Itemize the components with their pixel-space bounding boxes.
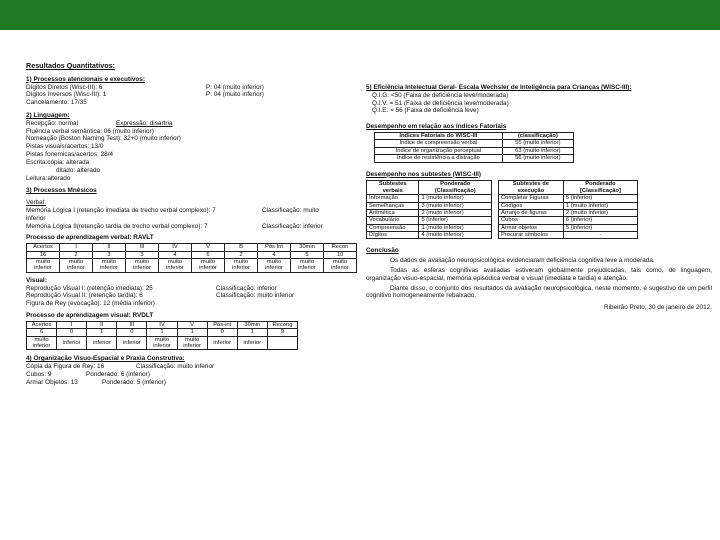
rvdlt-class-row <box>27 336 298 350</box>
table-cell: 2 (muito inferior) <box>563 209 637 216</box>
table-cell: Acertos <box>27 244 60 251</box>
table-cell: 1 <box>87 329 117 336</box>
rvdlt-values-row <box>27 329 298 336</box>
table-cell: Acertos <box>27 321 57 328</box>
right-column <box>366 62 712 312</box>
table-cell: 2 <box>225 251 258 258</box>
table-cell: muito inferior <box>291 258 324 272</box>
table-row <box>367 232 492 239</box>
language-line: Pistas visuais/acertos: 13/0 <box>26 143 104 151</box>
table-row <box>499 232 638 239</box>
table-cell: muito inferior <box>60 258 93 272</box>
table-cell: II <box>87 321 117 328</box>
table-cell: muito inferior <box>258 258 291 272</box>
table-cell: 3 (muito inferior) <box>419 202 492 209</box>
table-row <box>375 140 574 147</box>
table-cell: Dígitos <box>367 232 419 239</box>
table-cell: 0 <box>57 329 87 336</box>
table-cell: IV <box>147 321 177 328</box>
table-cell: 1 <box>177 329 207 336</box>
table-cell: Aritmética <box>367 209 419 216</box>
logical-memory-1-row <box>26 207 366 215</box>
qi-line: Q.I.E. = 56 (Faixa de deficiência leve) <box>372 107 479 115</box>
table-cell: B <box>225 244 258 251</box>
digits-direct-row <box>26 84 366 92</box>
heading-visuospatial: 4) Organização Visuo-Espacial e Praxia Construtiva: <box>26 355 185 363</box>
table-cell: inferior <box>57 336 87 350</box>
table-row <box>367 209 492 216</box>
table-row <box>367 202 492 209</box>
visual-repro-2: Reprodução Visual II: (retenção tardia): 6 <box>26 292 143 300</box>
rey-figure-line: Figura de Rey (evocação): 12 (média inferior) <box>26 300 155 308</box>
table-cell: 5 (inferior) <box>419 217 492 224</box>
table-cell: muito inferior <box>324 258 357 272</box>
table-row <box>375 155 574 162</box>
digits-direct-score: P: 04 (muito inferior) <box>206 83 264 91</box>
table-cell: inferior <box>87 336 117 350</box>
objects: Armar Objetos: 13 <box>26 378 78 386</box>
objects-row <box>26 379 366 387</box>
qi-line: Q.I.G. <50 (Faixa de deficiência leve/moderada) <box>372 91 509 99</box>
verbal-label: Verbal: <box>26 199 46 207</box>
top-color-bar <box>0 0 720 30</box>
table-cell: 5 (inferior) <box>563 195 637 202</box>
table-cell: Recong <box>267 321 297 328</box>
logical-memory-1-class-cont: inferior <box>26 214 46 222</box>
table-header: Índices Fatoriais do WISC-III <box>375 133 503 140</box>
table-cell <box>267 336 297 350</box>
table-cell: 63 (muito inferior) <box>502 147 573 154</box>
table-cell: III <box>126 244 159 251</box>
table-cell: Índice de compreensão verbal <box>375 140 503 147</box>
cubes-row <box>26 371 366 379</box>
table-cell: Armar objetos <box>499 224 564 231</box>
verbal-subtests-table <box>366 180 492 239</box>
table-cell: 2 <box>60 251 93 258</box>
table-cell: 4 (muito inferior) <box>419 232 492 239</box>
table-cell: 1 (muito inferior) <box>563 202 637 209</box>
table-cell: inferior <box>207 336 237 350</box>
table-cell: 5 <box>291 251 324 258</box>
table-cell: I <box>60 244 93 251</box>
table-cell: Informação <box>367 195 419 202</box>
table-cell: 0 <box>207 329 237 336</box>
reading-line: Leitura:alterado <box>26 174 71 182</box>
table-cell: Pós-int <box>207 321 237 328</box>
signature-date: Ribeirão Preto, 30 de janeiro de 2012. <box>603 304 712 312</box>
logical-memory-1-class: Classificação: muito <box>262 206 319 214</box>
cubes-weighted: Ponderado: 6 (inferior) <box>86 370 150 378</box>
table-cell: muito inferior <box>27 336 57 350</box>
table-cell: 16 <box>27 251 60 258</box>
table-cell: muito inferior <box>93 258 126 272</box>
logical-memory-2-row <box>26 223 366 231</box>
table-row <box>499 217 638 224</box>
dictation-line: ditado: alterado <box>56 166 101 174</box>
rey-copy-row <box>26 363 366 371</box>
heading-attention: 1) Processos atencionais e executivos: <box>26 75 145 83</box>
logical-memory-2: Memória Lógica II(retenção tardia de trecho verbal complexo): 7 <box>26 222 208 230</box>
table-header: (classificação) <box>502 133 573 140</box>
execution-subtests-table <box>498 180 638 239</box>
table-cell: II <box>93 244 126 251</box>
visual-repro-2-row <box>26 292 366 300</box>
table-cell: inferior <box>117 336 147 350</box>
table-cell: muito inferior <box>159 258 192 272</box>
language-line: Escrita:cópia: alterada <box>26 158 90 166</box>
table-cell: Cubos <box>499 217 564 224</box>
table-cell: 10 <box>324 251 357 258</box>
table-cell: 1 <box>147 329 177 336</box>
table-cell: 3 <box>93 251 126 258</box>
table-cell: - <box>563 232 637 239</box>
rey-copy-class: Classificação: muito inferior <box>136 363 215 371</box>
table-cell: 56 (muito inferior) <box>502 155 573 162</box>
reception: Recepção: normal <box>26 119 78 127</box>
table-cell: 30min <box>237 321 267 328</box>
table-cell: I <box>57 321 87 328</box>
ravlt-header-row <box>27 244 357 251</box>
table-header: Ponderado (Classificação) <box>419 181 492 195</box>
table-cell: 1 <box>237 329 267 336</box>
table-cell: V <box>192 244 225 251</box>
table-row <box>375 147 574 154</box>
table-cell: Recon <box>324 244 357 251</box>
table-cell: 55 (muito inferior) <box>502 140 573 147</box>
ravlt-class-row <box>27 258 357 272</box>
table-cell: IV <box>159 244 192 251</box>
visual-repro-1-row <box>26 285 366 293</box>
subtests-tables <box>366 180 712 239</box>
factor-title: Desempenho em relação aos índices Fatoriais <box>366 123 507 131</box>
table-cell: Índice de resistência a distração <box>375 155 503 162</box>
conclusion-paragraph: Todas as esferas cognitivas avaliadas estiveram globalmente prejudicadas, tais como, de linguagem, organização visuo-espacial, memória episódica verbal e visual (imediata e tardia) e atenção. <box>366 267 712 282</box>
table-cell: 5 (inferior) <box>563 224 637 231</box>
reception-row <box>26 120 366 128</box>
rey-copy: Cópia da Figura de Rey: 16 <box>26 363 105 371</box>
language-line: Pistas fonemicas/acertos: 28/4 <box>26 151 114 159</box>
logical-memory-2-class: Classificação: inferior <box>262 222 323 230</box>
visual-repro-1-class: Classificação: inferior <box>216 284 277 292</box>
digits-inverse-score: P: 04 (muito inferior) <box>206 91 264 99</box>
table-cell: muito inferior <box>192 258 225 272</box>
heading-language: 2) Linguagem: <box>26 112 70 120</box>
table-cell: muito inferior <box>225 258 258 272</box>
table-row <box>499 195 638 202</box>
table-cell: Códigos <box>499 202 564 209</box>
section-title-quantitative: Resultados Quantitativos: <box>26 61 116 70</box>
table-cell: Vocabulário <box>367 217 419 224</box>
rvdlt-table <box>26 321 298 351</box>
visual-repro-2-class: Classificação: muito inferior <box>216 292 295 300</box>
language-line: Nomeação (Boston Naming Test): 32+0 (muito inferior) <box>26 135 181 143</box>
table-cell: 3 <box>126 251 159 258</box>
table-cell: 4 <box>159 251 192 258</box>
cancel-line: Cancelamento: 17/35 <box>26 99 87 107</box>
qi-line: Q.I.V. = 51 (Faixa de deficiência leve/moderada) <box>372 99 509 107</box>
table-cell: 30min <box>291 244 324 251</box>
ravlt-table <box>26 243 357 273</box>
heading-memory: 3) Processos Mnêsicos <box>26 187 97 195</box>
table-header: Ponderado [Classificação] <box>563 181 637 195</box>
table-header-row <box>367 181 492 195</box>
objects-weighted: Ponderado: 5 (inferior) <box>102 378 166 386</box>
table-cell: 1 (muito inferior) <box>419 195 492 202</box>
table-cell: Arranjo de figuras <box>499 209 564 216</box>
expression: Expressão: disartria <box>116 119 173 127</box>
table-header-row <box>499 181 638 195</box>
table-cell: muito inferior <box>27 258 60 272</box>
table-cell: 4 <box>258 251 291 258</box>
table-cell: inferior <box>237 336 267 350</box>
table-cell: 6 <box>192 251 225 258</box>
language-line: Fluência verbal semântica: 06 (muito inferior) <box>26 127 154 135</box>
conclusion-paragraph: Diante disso, o conjunto dos resultados da avaliação neuropsicológica, neste momento, é sugestivo de um perfil cognitivo homogeneamente rebaixado. <box>366 284 712 300</box>
table-cell: Compreensão <box>367 224 419 231</box>
table-cell: Procurar símbolos <box>499 232 564 239</box>
digits-inverse: Dígitos Inversos (Wisc-III): 1 <box>26 91 107 99</box>
table-cell: Pós Int <box>258 244 291 251</box>
left-column <box>26 62 366 387</box>
digits-direct: Dígitos Diretos (Wisc-III): 6 <box>26 83 103 91</box>
ravlt-values-row <box>27 251 357 258</box>
ravlt-title: Processo de aprendizagem verbal: RAVLT <box>26 234 154 242</box>
rvdlt-header-row <box>27 321 298 328</box>
table-cell: Índice de organização perceptual <box>375 147 503 154</box>
table-row <box>367 195 492 202</box>
table-cell: muito inferior <box>126 258 159 272</box>
factor-header-row <box>375 133 574 140</box>
heading-intelligence: 5) Eficiência Intelectual Geral- Escala Wechsler de Inteligência para Crianças (WISC-III): <box>366 84 632 91</box>
table-row <box>499 224 638 231</box>
table-header: Subtestes verbais <box>367 181 419 195</box>
table-header: Subtestes de execução <box>499 181 564 195</box>
rvdlt-title: Processo de aprendizagem visual: RVDLT <box>26 311 154 319</box>
table-cell: 6 (inferior) <box>563 217 637 224</box>
table-cell: 6 <box>27 329 57 336</box>
conclusion-title: Conclusão <box>366 247 399 255</box>
table-cell: 9 <box>267 329 297 336</box>
table-row <box>367 217 492 224</box>
table-cell: 1 (muito inferior) <box>419 224 492 231</box>
table-cell: V <box>177 321 207 328</box>
table-cell: III <box>117 321 147 328</box>
table-cell: Semelhanças <box>367 202 419 209</box>
table-cell: 0 <box>117 329 147 336</box>
subtests-title: Desempenho nos subtestes (WISC-III) <box>366 170 482 178</box>
table-row <box>499 209 638 216</box>
visual-label: Visual: <box>26 276 47 284</box>
table-cell: muito inferior <box>147 336 177 350</box>
table-cell: Completar Figuras <box>499 195 564 202</box>
visual-repro-1: Reprodução Visual I: (retenção imediata): 25 <box>26 284 153 292</box>
table-row <box>499 202 638 209</box>
document-page <box>20 62 710 532</box>
factor-table <box>374 132 574 163</box>
logical-memory-1: Memória Lógica I (retenção imediata de trecho verbal complexo): 7 <box>26 206 216 214</box>
cubes: Cubos: 9 <box>26 370 52 378</box>
digits-inverse-row <box>26 91 366 99</box>
conclusion-paragraph: Os dados de avaliação neuropsicológica evidenciaram deficiência cognitiva leve à moderada. <box>390 257 655 265</box>
table-cell: muito inferior <box>177 336 207 350</box>
table-row <box>367 224 492 231</box>
table-cell: 2 (muito inferior) <box>419 209 492 216</box>
